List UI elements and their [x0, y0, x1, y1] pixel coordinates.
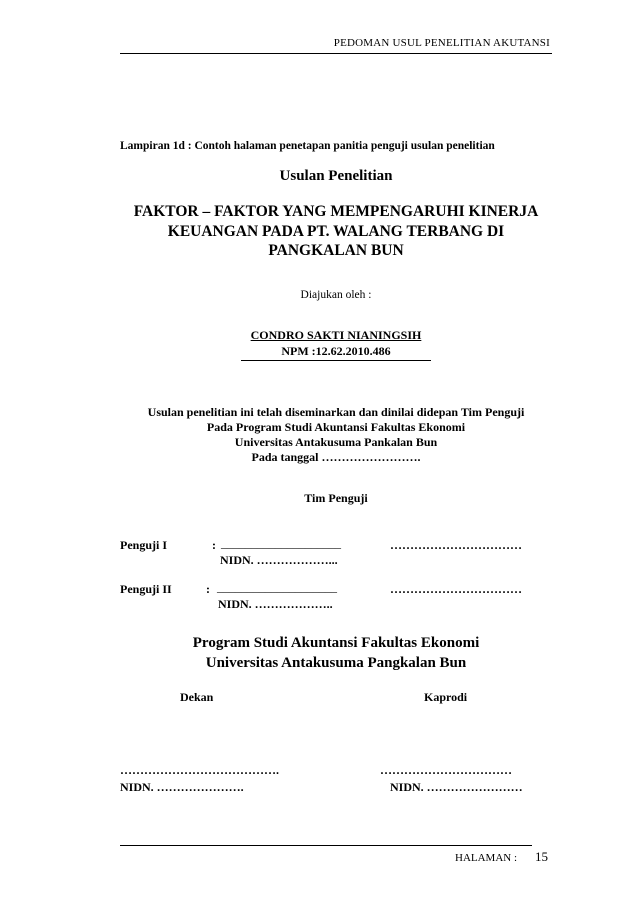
- footer-divider: [120, 845, 532, 846]
- research-title-line: PANGKALAN BUN: [268, 242, 404, 259]
- page-header-title: PEDOMAN USUL PENELITIAN AKUTANSI: [333, 37, 550, 49]
- approval-line: Universitas Antakusuma Pankalan Bun: [234, 435, 438, 449]
- header-divider: [120, 53, 552, 54]
- dekan-nidn: NIDN. ………………….: [120, 780, 244, 794]
- kaprodi-signature-dots: ……………………………: [380, 763, 512, 777]
- penguji-2-signature-dots: ……………………………: [390, 582, 522, 596]
- penguji-2-signature-line: ____________________: [217, 580, 337, 594]
- approval-line: Pada tanggal …………………….: [251, 450, 421, 464]
- approval-statement: [120, 405, 552, 465]
- research-title-line: FAKTOR – FAKTOR YANG MEMPENGARUHI KINERJA: [133, 203, 539, 220]
- program-studi-heading: [120, 633, 552, 673]
- page-number: 15: [535, 849, 548, 864]
- footer-page-label: HALAMAN :: [455, 852, 518, 864]
- student-npm: NPM :12.62.2010.486: [241, 344, 431, 361]
- research-title-line: KEUANGAN PADA PT. WALANG TERBANG DI: [167, 222, 505, 240]
- penguji-2-colon: :: [206, 582, 210, 596]
- dekan-label: Dekan: [180, 690, 214, 704]
- penguji-1-signature-dots: ……………………………: [390, 538, 522, 552]
- approval-line: Usulan penelitian ini telah diseminarkan dan dinilai didepan Tim Penguji: [147, 405, 525, 419]
- penguji-1-signature-line: ____________________: [221, 536, 341, 550]
- penguji-1-colon: :: [212, 538, 216, 552]
- student-name: CONDRO SAKTI NIANINGSIH: [250, 328, 422, 342]
- penguji-1-nidn: NIDN. ………………...: [220, 553, 338, 567]
- approval-line: Pada Program Studi Akuntansi Fakultas Ekonomi: [206, 420, 466, 434]
- dekan-signature-dots: ………………………………….: [120, 763, 279, 777]
- kaprodi-nidn: NIDN. ……………………: [390, 780, 523, 794]
- penguji-1-label: Penguji I: [120, 538, 168, 552]
- penguji-2-label: Penguji II: [120, 582, 172, 596]
- penguji-2-nidn: NIDN. ………………..: [218, 597, 333, 611]
- program-studi-line: Universitas Antakusuma Pangkalan Bun: [205, 655, 467, 671]
- tim-penguji-heading: Tim Penguji: [304, 491, 368, 505]
- program-studi-line: Program Studi Akuntansi Fakultas Ekonomi: [192, 635, 480, 651]
- usulan-title: Usulan Penelitian: [279, 168, 393, 184]
- lampiran-caption: Lampiran 1d : Contoh halaman penetapan panitia penguji usulan penelitian: [120, 140, 495, 152]
- research-title: [120, 202, 552, 261]
- submitted-by-label: Diajukan oleh :: [300, 289, 372, 301]
- kaprodi-label: Kaprodi: [424, 690, 468, 704]
